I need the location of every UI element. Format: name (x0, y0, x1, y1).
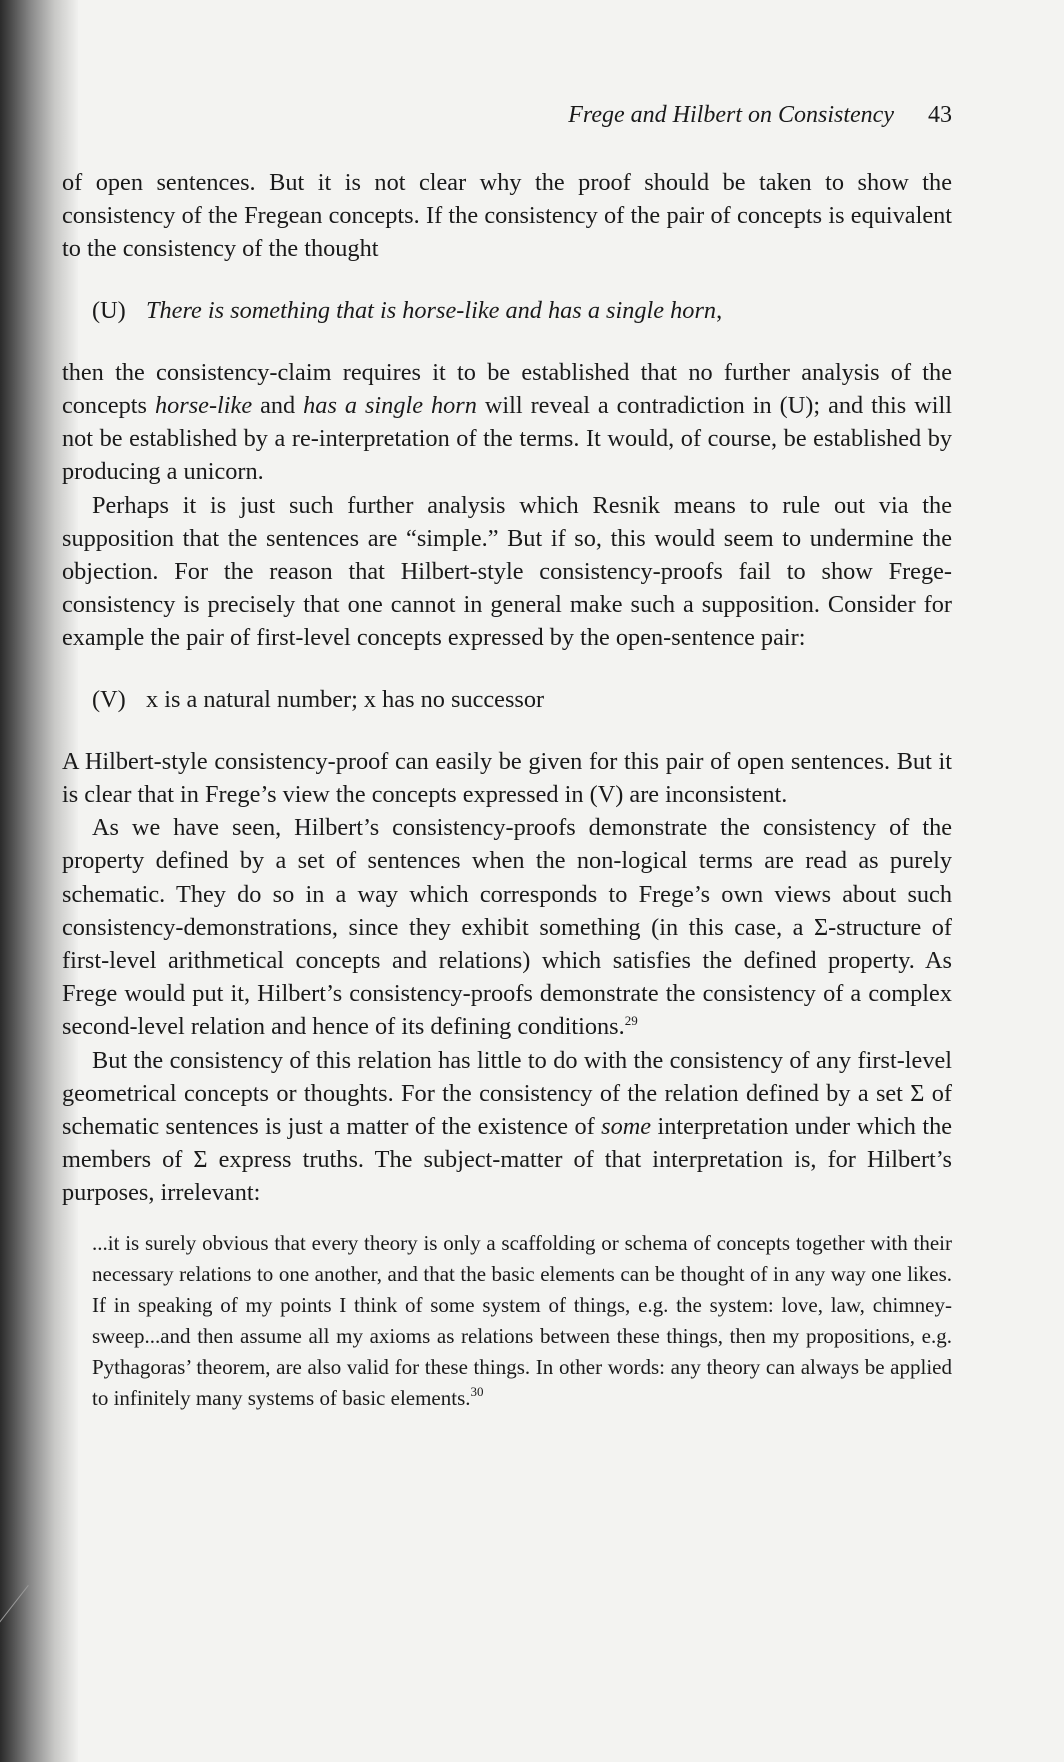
example-u-label: (U) (92, 296, 126, 324)
quote-text: ...it is surely obvious that every theory is only a scaffolding or schema of concepts together with their necessary relations to one another, and that the basic elements can be thought of in any way one likes. If in speaking of my points I think of some system of things, e.g. the system: love, law, chimney-sweep...and then assume all my axioms as relations between these things, then my propositions, e.g. Pythagoras’ theorem, are also valid for these things. In other words: any theory can always be applied to infinitely many systems of basic elements. (92, 1230, 952, 1410)
example-v (62, 683, 952, 716)
p2-text-b: and (252, 392, 304, 420)
body-text (62, 166, 952, 1414)
footnote-marker-30[interactable]: 30 (470, 1383, 484, 1399)
paragraph-3: Perhaps it is just such further analysis which Resnik means to rule out via the supposition that the sentences are “simple.” But if so, this would seem to undermine the objection. For the reason that Hilbert-style consistency-proofs fail to show Frege-consistency is precisely that one cannot in general make such a supposition. Consider for example the pair of first-level concepts expressed by the open-sentence pair: (62, 491, 952, 652)
block-quote (92, 1228, 952, 1414)
example-u (62, 294, 952, 327)
p6-text-b: interpretation under which the members of Σ express truths. The subject-matter of that interpretation is, for Hilbert’s purposes, irrelevant: (62, 1113, 952, 1207)
paragraph-2 (62, 356, 952, 489)
footnote-marker-29[interactable]: 29 (624, 1013, 638, 1029)
example-v-label: (V) (92, 685, 126, 713)
paragraph-5 (62, 811, 952, 1043)
running-head (62, 100, 952, 130)
p2-text-c: will reveal a contradiction in (U); and this will not be established by a re-interpretation of the terms. It would, of course, be established by producing a unicorn. (62, 392, 953, 486)
book-page (62, 0, 952, 1762)
paragraph-6 (62, 1044, 952, 1210)
page-number: 43 (928, 102, 952, 128)
paragraph-4: A Hilbert-style consistency-proof can easily be given for this pair of open sentences. But it is clear that in Frege’s view the concepts expressed in (V) are inconsistent. (62, 747, 952, 809)
p6-text-a: But the consistency of this relation has little to do with the consistency of any first-level geometrical concepts or thoughts. For the consistency of the relation defined by a set Σ of schematic sentences is just a matter of the existence of (62, 1046, 952, 1141)
example-v-text: x is a natural number; x has no successor (146, 685, 545, 713)
example-u-content (146, 294, 722, 327)
running-title: Frege and Hilbert on Consistency (568, 102, 894, 128)
p2-emphasis-horse-like: horse-like (154, 392, 253, 420)
p2-emphasis-single-horn: has a single horn (303, 392, 477, 420)
p5-text: As we have seen, Hilbert’s consistency-proofs demonstrate the consistency of the property defined by a set of sentences when the non-logical terms are read as purely schematic. They do so in a way which corresponds to Frege’s own views about such consistency-demonstrations, since they exhibit something (in this case, a Σ-structure of first-level arithmetical concepts and relations) which satisfies the defined property. As Frege would put it, Hilbert’s consistency-proofs demonstrate the consistency of a complex second-level relation and hence of its defining conditions. (62, 814, 952, 1041)
example-u-trail: , (716, 296, 723, 324)
example-u-text: There is something that is horse-like and has a single horn (146, 296, 717, 324)
paragraph-1: of open sentences. But it is not clear why the proof should be taken to show the consistency of the Fregean concepts. If the consistency of the pair of concepts is equivalent to the consistency of the thought (62, 169, 952, 263)
p2-text-a: then the consistency-claim requires it to be established that no further analysis of the concepts (62, 358, 952, 420)
p6-emphasis-some: some (601, 1113, 652, 1141)
